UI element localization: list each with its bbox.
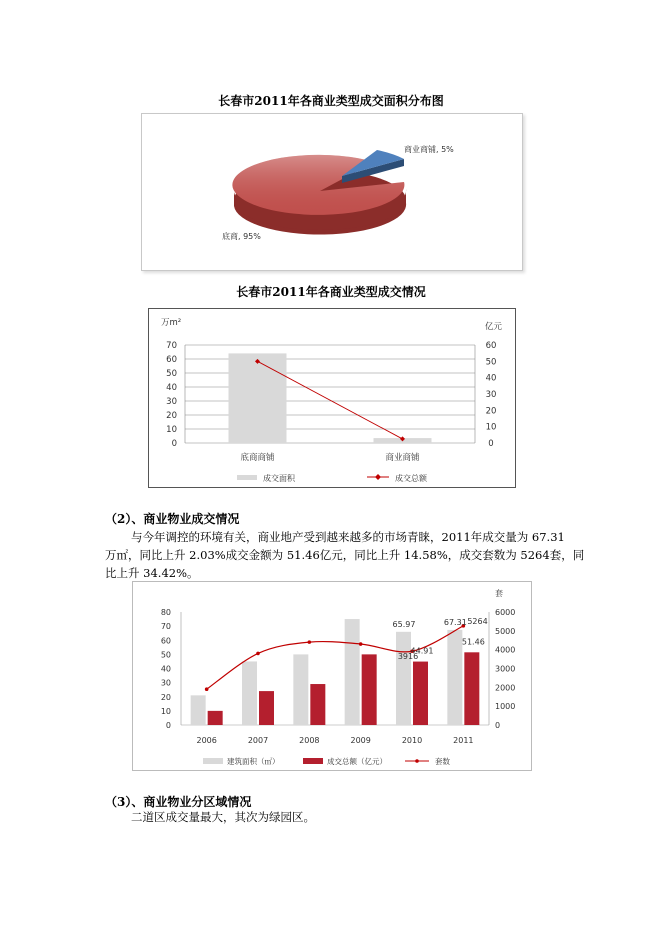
legend-swatch-building-area	[203, 758, 223, 764]
legend-label-units: 套数	[435, 757, 450, 766]
data-label-units: 3916	[397, 652, 419, 662]
left-tick-label: 0	[165, 721, 171, 730]
pie-label-underlying-shops: 底商, 95%	[222, 232, 261, 241]
bar-total-amount	[413, 662, 428, 725]
legend-marker-units	[415, 759, 419, 763]
left-tick-label: 0	[171, 439, 177, 449]
pie-chart-title: 长春市2011年各商业类型成交面积分布图	[218, 94, 444, 108]
bar-building-area	[345, 619, 360, 725]
combo-chart-2-right-unit: 套	[495, 589, 503, 598]
category-label: 底商商铺	[240, 453, 275, 463]
data-label-total-amount: 44.91	[410, 646, 434, 656]
legend-swatch-area	[237, 475, 257, 480]
right-tick-label: 6000	[495, 608, 516, 617]
left-tick-label: 80	[160, 608, 171, 617]
left-tick-label: 70	[160, 622, 171, 632]
left-tick-label: 10	[166, 425, 177, 435]
bar-total-amount	[259, 691, 274, 725]
pie-label-commercial-shops: 商业商铺, 5%	[404, 145, 454, 154]
category-label: 商业商铺	[385, 453, 420, 463]
bar-total-amount	[362, 654, 377, 725]
left-tick-label: 50	[166, 369, 177, 379]
legend-label-building-area: 建筑面积（㎡）	[227, 757, 280, 766]
section-3-paragraph: 二道区成交量最大，其次为绿园区。	[131, 810, 315, 824]
left-tick-label: 30	[160, 678, 171, 688]
legend-label-total: 成交总额	[395, 474, 427, 483]
category-label: 2007	[247, 736, 269, 745]
section-2-paragraph-line-2: 万㎡，同比上升 2.03%成交金额为 51.46亿元，同比上升 14.58%，成交套数为 5264套，同	[105, 548, 585, 562]
bar-building-area	[396, 632, 411, 725]
category-label: 2010	[401, 736, 423, 745]
right-tick-label: 3000	[495, 664, 516, 674]
bar-area	[229, 353, 287, 443]
right-tick-label: 20	[485, 406, 497, 417]
bar-building-area	[191, 695, 206, 725]
data-label-building-area: 67.31	[443, 617, 467, 627]
combo-chart-1-right-unit: 亿元	[485, 322, 503, 332]
left-tick-label: 50	[160, 650, 171, 660]
combo-chart-1	[149, 309, 515, 487]
right-tick-label: 0	[495, 721, 501, 730]
bar-total-amount	[208, 711, 223, 725]
combo-chart-1-left-unit: 万m²	[161, 318, 182, 328]
line-point	[359, 642, 363, 646]
combo-chart-1-frame	[148, 308, 516, 488]
right-tick-label: 2000	[495, 683, 516, 693]
left-tick-label: 60	[166, 355, 177, 365]
legend-swatch-total-amount	[303, 758, 323, 764]
bar-building-area	[447, 630, 462, 725]
category-label: 2006	[196, 736, 217, 745]
line-point	[256, 652, 260, 656]
right-tick-label: 1000	[495, 702, 516, 712]
right-tick-label: 30	[485, 390, 497, 400]
left-tick-label: 40	[166, 383, 177, 393]
right-tick-label: 50	[485, 357, 497, 368]
pie-chart	[142, 114, 522, 270]
right-tick-label: 40	[485, 373, 497, 384]
bar-total-amount	[464, 652, 479, 725]
combo-chart-2	[133, 582, 531, 770]
combo-chart-1-title: 长春市2011年各商业类型成交情况	[236, 285, 426, 299]
section-2-paragraph-line-3: 比上升 34.42%。	[105, 566, 199, 580]
legend-marker-total	[375, 474, 381, 480]
pie-chart-frame	[141, 113, 523, 271]
combo-chart-2-frame	[132, 581, 532, 771]
left-tick-label: 20	[166, 411, 177, 421]
right-tick-label: 60	[485, 341, 497, 351]
section-2-heading: （2）、商业物业成交情况	[105, 512, 240, 526]
category-label: 2011	[453, 736, 474, 745]
category-label: 2008	[299, 736, 320, 745]
legend-label-total-amount: 成交总额（亿元）	[327, 757, 387, 766]
section-3-heading: （3）、商业物业分区域情况	[105, 795, 252, 809]
left-tick-label: 60	[160, 636, 171, 646]
data-label-total-amount: 51.46	[461, 637, 485, 647]
right-tick-label: 4000	[495, 645, 516, 655]
section-2-paragraph-line-1: 与今年调控的环境有关，商业地产受到越来越多的市场青睐，2011年成交量为 67.31	[131, 530, 565, 544]
right-tick-label: 0	[488, 439, 494, 449]
right-tick-label: 10	[485, 422, 497, 433]
left-tick-label: 30	[166, 397, 177, 407]
right-tick-label: 5000	[495, 626, 516, 636]
left-tick-label: 40	[160, 664, 171, 674]
left-tick-label: 10	[160, 706, 171, 716]
data-label-building-area: 65.97	[392, 619, 416, 629]
data-label-units: 5264	[467, 616, 488, 626]
line-point	[308, 640, 312, 644]
line-point	[205, 687, 209, 691]
bar-total-amount	[310, 684, 325, 725]
bar-building-area	[242, 661, 257, 725]
bar-building-area	[293, 654, 308, 725]
left-tick-label: 70	[166, 341, 177, 351]
category-label: 2009	[350, 736, 371, 745]
left-tick-label: 20	[160, 692, 171, 702]
legend-label-area: 成交面积	[263, 474, 295, 483]
